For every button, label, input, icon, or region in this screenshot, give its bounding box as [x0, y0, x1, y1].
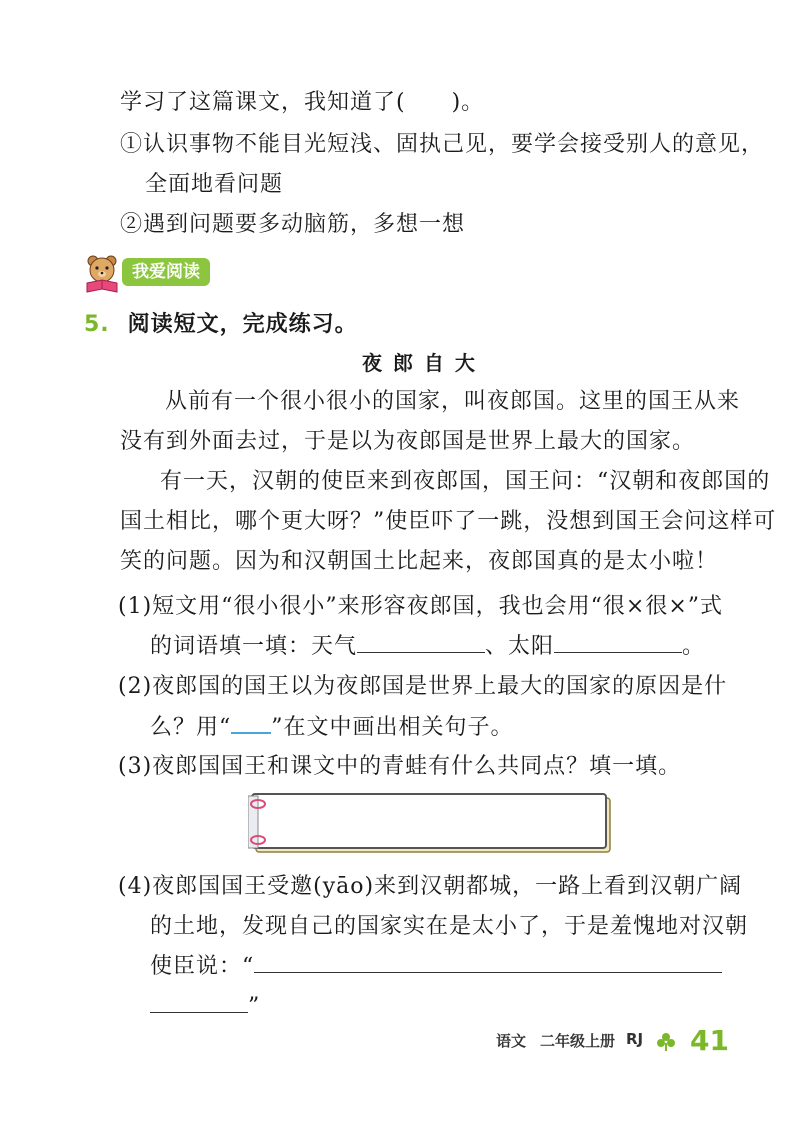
answer-box[interactable]	[248, 792, 616, 856]
question-5-header	[84, 310, 358, 340]
sub1-line-1: (1)短文用“很小很小”来形容夜郎国，我也会用“很×很×”式	[118, 594, 724, 619]
question-number: 5.	[84, 312, 110, 337]
sub1-text-b: 、太阳	[485, 634, 555, 659]
sub2-line-2	[150, 712, 514, 743]
footer-edition: RJ	[626, 1030, 644, 1048]
page-number: 41	[690, 1024, 729, 1057]
passage-p2-line-2: 国土相比，哪个更大呀？”使臣吓了一跳，没想到国王会问这样可	[120, 509, 777, 534]
passage-p1-line-2: 没有到外面去过，于是以为夜郎国是世界上最大的国家。	[120, 429, 696, 454]
passage-p2-line-3: 笑的问题。因为和汉朝国土比起来，夜郎国真的是太小啦！	[120, 549, 719, 574]
sub1-text-a: 的词语填一填：天气	[150, 634, 358, 659]
sub1-line-2	[150, 632, 705, 662]
passage-p2-line-1: 有一天，汉朝的使臣来到夜郎国，国王问：“汉朝和夜郎国的	[160, 469, 771, 494]
clover-icon	[656, 1032, 676, 1052]
option-2: ②遇到问题要多动脑筋，多想一想	[120, 212, 466, 237]
sub4-line-1: (4)夜郎国国王受邀(yāo)来到汉朝都城，一路上看到汉朝广阔	[118, 874, 743, 899]
sub2-line-1: (2)夜郎国的国王以为夜郎国是世界上最大的国家的原因是什	[118, 674, 728, 699]
quote-answer-blank-1[interactable]	[254, 952, 722, 973]
option-1-line-2: 全面地看问题	[145, 172, 284, 197]
option-1-line-1: ①认识事物不能目光短浅、固执己见，要学会接受别人的意见，	[120, 132, 765, 157]
weather-answer-blank[interactable]	[357, 632, 485, 653]
sub4-line-3	[150, 952, 722, 982]
sub2-text-a: 么？用“	[150, 715, 232, 740]
sub4-close-quote: ”	[248, 994, 261, 1019]
sub4-text-a: 使臣说：“	[150, 954, 255, 979]
quote-answer-blank-2[interactable]	[150, 992, 248, 1013]
sub4-line-4	[150, 992, 260, 1022]
sub4-line-2: 的土地，发现自己的国家实在是太小了，于是羞愧地对汉朝	[150, 914, 749, 939]
question-title: 阅读短文，完成练习。	[127, 312, 358, 337]
footer-subject: 语文	[496, 1032, 527, 1050]
question-stem: 学习了这篇课文，我知道了( )。	[120, 90, 485, 115]
passage-p1-line-1: 从前有一个很小很小的国家，叫夜郎国。这里的国王从来	[165, 389, 741, 414]
section-badge: 我爱阅读	[122, 258, 210, 286]
sub2-text-b: ”在文中画出相关句子。	[271, 715, 514, 740]
sub3-line-1: (3)夜郎国国王和课文中的青蛙有什么共同点？填一填。	[118, 754, 682, 779]
sun-answer-blank[interactable]	[554, 632, 682, 653]
reading-bear-icon	[84, 253, 120, 293]
passage-title: 夜 郎 自 大	[362, 351, 477, 375]
footer-grade: 二年级上册	[540, 1032, 616, 1050]
sub1-text-c: 。	[682, 634, 706, 659]
underline-mark-sample	[231, 712, 271, 734]
